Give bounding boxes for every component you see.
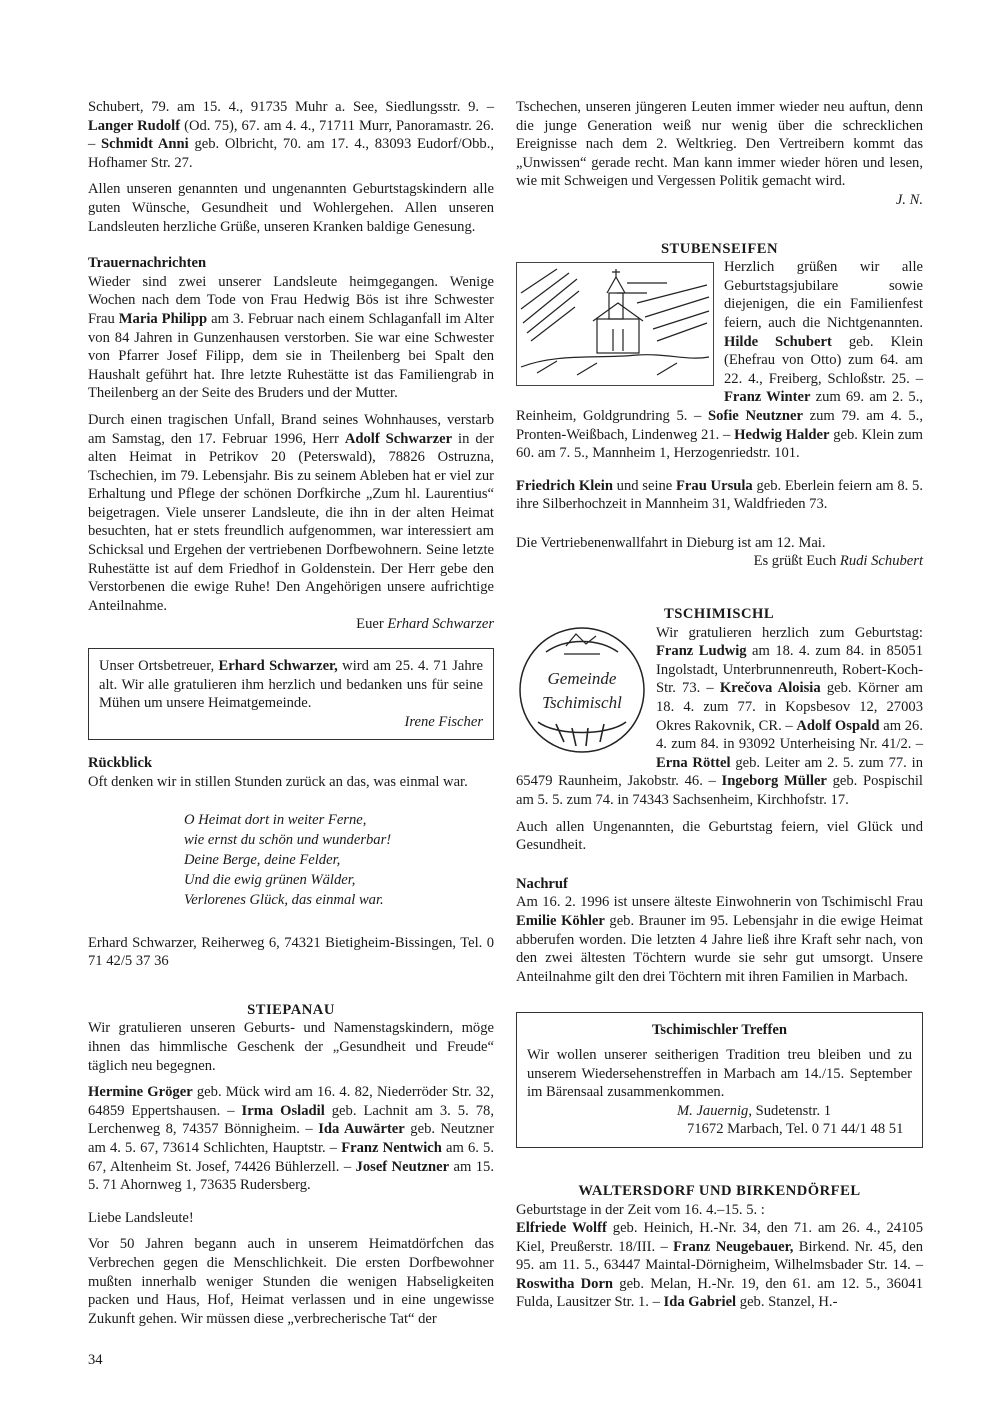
trauer-paragraph-2 bbox=[88, 411, 494, 616]
person-name: Franz Winter bbox=[724, 389, 811, 406]
text-run: in der alten Heimat in Petrikov 20 (Peterswald), 78826 Ostruzna, Tschechien, im 79. Lebensjahr. Bis zu seinem Ableben hat er viel zur Erhaltung und Pflege der schönen Dorfkirche „Zum hl. Laurentius“ beigetragen. Viele unserer Landsleute, die ihn in der alten Heimat besuchten, hat er stets freundlich aufgenommen, war interessiert am Schicksal und Ergehen der vertriebenen Dorfbewohnern. Seine letzte Ruhestätte ist auf dem Friedhof in Goldenstein. Der Herr gebe den Verstorbenen die ewige Ruhe! Den Angehörigen unsere aufrichtige Anteilnahme. bbox=[88, 430, 494, 614]
stubenseifen-heading: STUBENSEIFEN bbox=[660, 240, 779, 257]
gemeinde-seal bbox=[516, 624, 648, 762]
church-illustration bbox=[516, 262, 714, 386]
person-name: Adolf Schwarzer bbox=[344, 430, 453, 447]
treffen-signature: M. Jauernig, Sudetenstr. 1 bbox=[677, 1102, 832, 1119]
person-name: Irma Osladil bbox=[241, 1102, 325, 1119]
person-name: Erhard Schwarzer, bbox=[218, 658, 338, 675]
person-name: Langer Rudolf bbox=[88, 117, 181, 134]
box-text bbox=[99, 657, 483, 713]
birthday-list-continued bbox=[88, 98, 494, 172]
text-run: geb. Neutzner am 4. 5. 67, 73614 Schlichten, Hauptstr. – bbox=[88, 1121, 494, 1156]
person-name: Emilie Köhler bbox=[516, 912, 605, 929]
person-name: Franz Neugebauer, bbox=[673, 1238, 794, 1255]
person-name: Roswitha Dorn bbox=[516, 1275, 614, 1292]
waltersdorf-intro: Geburtstage in der Zeit vom 16. 4.–15. 5. : bbox=[516, 1201, 765, 1218]
rueckblick-heading: Rückblick bbox=[88, 755, 153, 772]
text-run: am 18. 4. zum 84. in 85051 Ingolstadt, Unterbrunnenreuth, Robert-Koch-Str. 73. – bbox=[656, 643, 923, 697]
text-run: Durch einen tragischen Unfall, Brand seines Wohnhauses, verstarb am Samstag, den 17. Februar 1996, Herr bbox=[88, 411, 494, 447]
text-run: geb. Heinich, H.-Nr. 34, den 71. am 26. 4., 24105 Kiel, Preußerstr. 18/III. – bbox=[516, 1220, 923, 1255]
text-run: geb. Lachnit am 3. 5. 78, Lerchenweg 8, 74357 Bönnigheim. – bbox=[88, 1102, 494, 1138]
poem-line: wie ernst du schön und wunderbar! bbox=[184, 831, 392, 848]
text-run: am 15. 5. 71 Ahornweg 1, 73635 Rudersberg. bbox=[88, 1158, 494, 1194]
trauer-heading: Trauernachrichten bbox=[88, 255, 207, 272]
stiepanau-heading: STIEPANAU bbox=[247, 1001, 335, 1018]
trauer-paragraph-1 bbox=[88, 273, 494, 403]
text-run: am 6. 5. 67, Altenheim St. Josef, 74426 Bühlerzell. – bbox=[88, 1139, 494, 1175]
text-run: zum 69. am 2. 5., Reinheim, Goldgrundring 5. – bbox=[516, 389, 924, 424]
person-name: Hedwig Halder bbox=[734, 426, 830, 443]
text-run: Wieder sind zwei unserer Landsleute heimgegangen. Wenige Wochen nach dem Tode von Frau Hedwig Bös ist ihre Schwester Frau bbox=[88, 273, 494, 327]
text-run: (Od. 75), 67. am 4. 4., 71711 Murr, Panoramastr. 26. – bbox=[88, 117, 494, 153]
person-name: Schmidt Anni bbox=[101, 136, 189, 153]
treffen-heading: Tschimischler Treffen bbox=[652, 1022, 787, 1039]
stubenseifen-paragraph-3: Die Vertriebenenwallfahrt in Dieburg ist am 12. Mai. bbox=[516, 534, 826, 551]
final-paragraph: Vor 50 Jahren begann auch in unserem Heimatdörfchen das Verbrechen gegen die Menschlichkeit. Die ersten Dorfbewohner mußten innerhalb weniger Stunden die wenigen Habseligkeiten packen und Haus, Hof, Heimat verlassen und in eine ungewisse Zukunft gehen. Wir müssen diese „verbrecherische Tat“ der bbox=[88, 1236, 494, 1327]
continued-paragraph: Tschechen, unseren jüngeren Leuten immer wieder neu auftun, denn die junge Generation weiß nur wenig über die schrecklichen Ereignisse nach dem 2. Weltkrieg. Den Vertreibern kommt das „Unwissen“ gerade recht. Man kann immer wieder hören und lesen, wie mit Schweigen und Vergessen Politik gemacht wird. bbox=[516, 99, 923, 190]
person-name: Krečova Aloisia bbox=[719, 680, 821, 697]
poem-line: Verlorenes Glück, das einmal war. bbox=[184, 891, 384, 908]
person-name: Friedrich Klein bbox=[516, 477, 613, 494]
text-run: und seine bbox=[612, 477, 677, 494]
person-name: Sofie Neutzner bbox=[707, 407, 803, 424]
birthday-box bbox=[88, 648, 494, 740]
church-drawing bbox=[517, 263, 713, 379]
continued-signature: J. N. bbox=[895, 191, 923, 208]
text-run: geb. Klein (Ehefrau von Otto) zum 64. am 22. 4., Freiberg, Schloßstr. 25. – bbox=[724, 333, 923, 387]
text-run: geb. Melan, H.-Nr. 19, den 61. am 12. 5., 36041 Fulda, Lausitzer Str. 1. – bbox=[516, 1275, 923, 1311]
left-column bbox=[88, 98, 494, 1336]
text-run: wird am 25. 4. 71 Jahre alt. Wir alle gratulieren ihm herzlich und bedanken uns für seine Mühen um unsere Heimatgemeinde. bbox=[99, 658, 483, 712]
stiepanau-paragraph-2 bbox=[88, 1083, 494, 1195]
nachruf-heading: Nachruf bbox=[516, 875, 568, 892]
stiepanau-paragraph-1: Wir gratulieren unseren Geburts- und Namenstagskindern, möge ihnen das himmlische Geschenk der „Gesundheit und Freude“ täglich neu begegnen. bbox=[88, 1020, 494, 1074]
text-run: geb. Pospischil am 5. 5. zum 74. in 74343 Sachsenheim, Kirchhofstr. 17. bbox=[516, 773, 923, 808]
text-run: geb. Stanzel, H.- bbox=[736, 1294, 838, 1311]
text-run: Am 16. 2. 1996 ist unsere älteste Einwohnerin von Tschimischl Frau bbox=[516, 894, 923, 911]
waltersdorf-paragraph bbox=[516, 1219, 923, 1312]
page-number: 34 bbox=[88, 1352, 103, 1368]
box-signature: Irene Fischer bbox=[404, 713, 483, 730]
text-run: Wir gratulieren herzlich zum Geburtstag: bbox=[656, 624, 923, 641]
seal-text-gemeinde: Gemeinde bbox=[547, 668, 617, 688]
text-run: Herzlich grüßen wir alle Geburtstagsjubilare sowie diejenigen, die ein Familienfest feiern, auch die Nichtgenannten. bbox=[724, 259, 923, 331]
stubenseifen-paragraph-2 bbox=[516, 477, 923, 514]
person-name: Josef Neutzner bbox=[355, 1158, 450, 1175]
text-run: am 26. 4. zum 84. in 93092 Unterheising Nr. 41/2. – bbox=[656, 717, 923, 753]
text-run: geb. Olbricht, 70. am 17. 4., 83093 Eudorf/Obb., Hofhamer Str. 27. bbox=[88, 136, 494, 171]
person-name: Ingeborg Müller bbox=[721, 773, 827, 790]
text-run: geb. Körner am 18. 4. zum 77. in Kopsbesov 12, 27003 Okres Rakovnik, CR. – bbox=[656, 680, 924, 734]
text-run: geb. Eberlein feiern am 8. 5. ihre Silberhochzeit in Mannheim 31, Waldfrieden 73. bbox=[516, 477, 923, 513]
rueckblick-text: Oft denken wir in stillen Stunden zurück an das, was einmal war. bbox=[88, 774, 468, 790]
text-run: zum 79. am 4. 5., Pronten-Weißbach, Lindenweg 21. – bbox=[516, 407, 923, 443]
person-name: Franz Nentwich bbox=[341, 1139, 442, 1156]
wishes-paragraph: Allen unseren genannten und ungenannten Geburtstagskindern alle guten Wünsche, Gesundheit und Wohlergehen. Allen unseren Landsleuten herzliche Grüße, unseren Kranken baldige Genesung. bbox=[88, 181, 494, 235]
poem-line: Deine Berge, deine Felder, bbox=[184, 851, 341, 868]
treffen-box bbox=[516, 1012, 923, 1148]
treffen-text: Wir wollen unserer seitherigen Tradition treu bleiben und zu unserem Wiedersehenstreffen in Marbach am 14./15. September im Bärensaal zusammenkommen. bbox=[527, 1046, 912, 1101]
tschimischl-heading: TSCHIMISCHL bbox=[664, 606, 775, 623]
person-name: Adolf Ospald bbox=[796, 717, 880, 734]
poem bbox=[184, 810, 494, 910]
person-name: Hermine Gröger bbox=[88, 1084, 193, 1101]
text-run: geb. Leiter am 2. 5. zum 77. in 65479 Raunheim, Jakobstr. 46. – bbox=[516, 754, 923, 790]
seal-text-tschimischl: Tschimischl bbox=[542, 692, 622, 712]
nachruf-paragraph bbox=[516, 893, 923, 986]
person-name: Maria Philipp bbox=[118, 310, 208, 327]
text-run: am 3. Februar nach einem Schlaganfall im Alter von 84 Jahren in Gunzenhausen verstorben. Sie war eine Schwester von Pfarrer Josef Filipp, dem sie in Theilenberg bei Spalt den Haushalt geführt hat. Ihre letzte Ruhestätte ist das Familiengrab in Theilenberg an der Seite des Bruders und der Mutter. bbox=[88, 310, 494, 402]
text-run: Birkend. Nr. 45, den 95. am 11. 5., 63447 Maintal-Dörnigheim, Wilhelmsbader Str. 14. – bbox=[516, 1238, 923, 1274]
liebe-landsleute: Liebe Landsleute! bbox=[88, 1209, 194, 1226]
person-name: Ida Gabriel bbox=[663, 1294, 737, 1311]
text-run: geb. Brauner im 95. Lebensjahr in die ewige Heimat abberufen worden. Die letzten 4 Jahre ließ ihre Kraft sehr nach, von den zwei ältesten Töchtern wurde sie sehr gut umsorgt. Unsere Anteilnahme gilt den drei Töchtern mit ihren Familien in Marbach. bbox=[516, 912, 923, 985]
waltersdorf-heading: WALTERSDORF UND BIRKENDÖRFEL bbox=[578, 1182, 861, 1199]
text-run: Schubert, 79. am 15. 4., 91735 Muhr a. See, Siedlungsstr. 9. – bbox=[88, 99, 494, 115]
tschimischl-paragraph-2: Auch allen Ungenannten, die Geburtstag feiern, viel Glück und Gesundheit. bbox=[516, 818, 923, 854]
seal-graphic bbox=[516, 624, 648, 756]
poem-line: Und die ewig grünen Wälder, bbox=[184, 871, 356, 888]
text-run: geb. Mück wird am 16. 4. 82, Niederröder Str. 32, 64859 Eppertshausen. – bbox=[88, 1084, 495, 1119]
text-run: Unser Ortsbetreuer, bbox=[99, 658, 219, 675]
trauer-signoff: Euer Erhard Schwarzer bbox=[356, 616, 494, 633]
person-name: Ida Auwärter bbox=[318, 1121, 405, 1138]
address: Erhard Schwarzer, Reiherweg 6, 74321 Bietigheim-Bissingen, Tel. 0 71 42/5 37 36 bbox=[88, 934, 494, 970]
right-column bbox=[516, 98, 923, 1320]
person-name: Erna Röttel bbox=[656, 754, 731, 771]
text-run: geb. Klein zum 60. am 7. 5., Mannheim 1, Herzogenriedstr. 101. bbox=[516, 426, 923, 462]
person-name: Franz Ludwig bbox=[656, 643, 747, 660]
treffen-address: 71672 Marbach, Tel. 0 71 44/1 48 51 bbox=[687, 1121, 904, 1138]
stubenseifen-signature: Es grüßt Euch Rudi Schubert bbox=[753, 553, 923, 570]
person-name: Frau Ursula bbox=[676, 477, 753, 494]
poem-line: O Heimat dort in weiter Ferne, bbox=[184, 811, 367, 828]
person-name: Hilde Schubert bbox=[724, 333, 832, 350]
person-name: Elfriede Wolff bbox=[516, 1220, 607, 1237]
